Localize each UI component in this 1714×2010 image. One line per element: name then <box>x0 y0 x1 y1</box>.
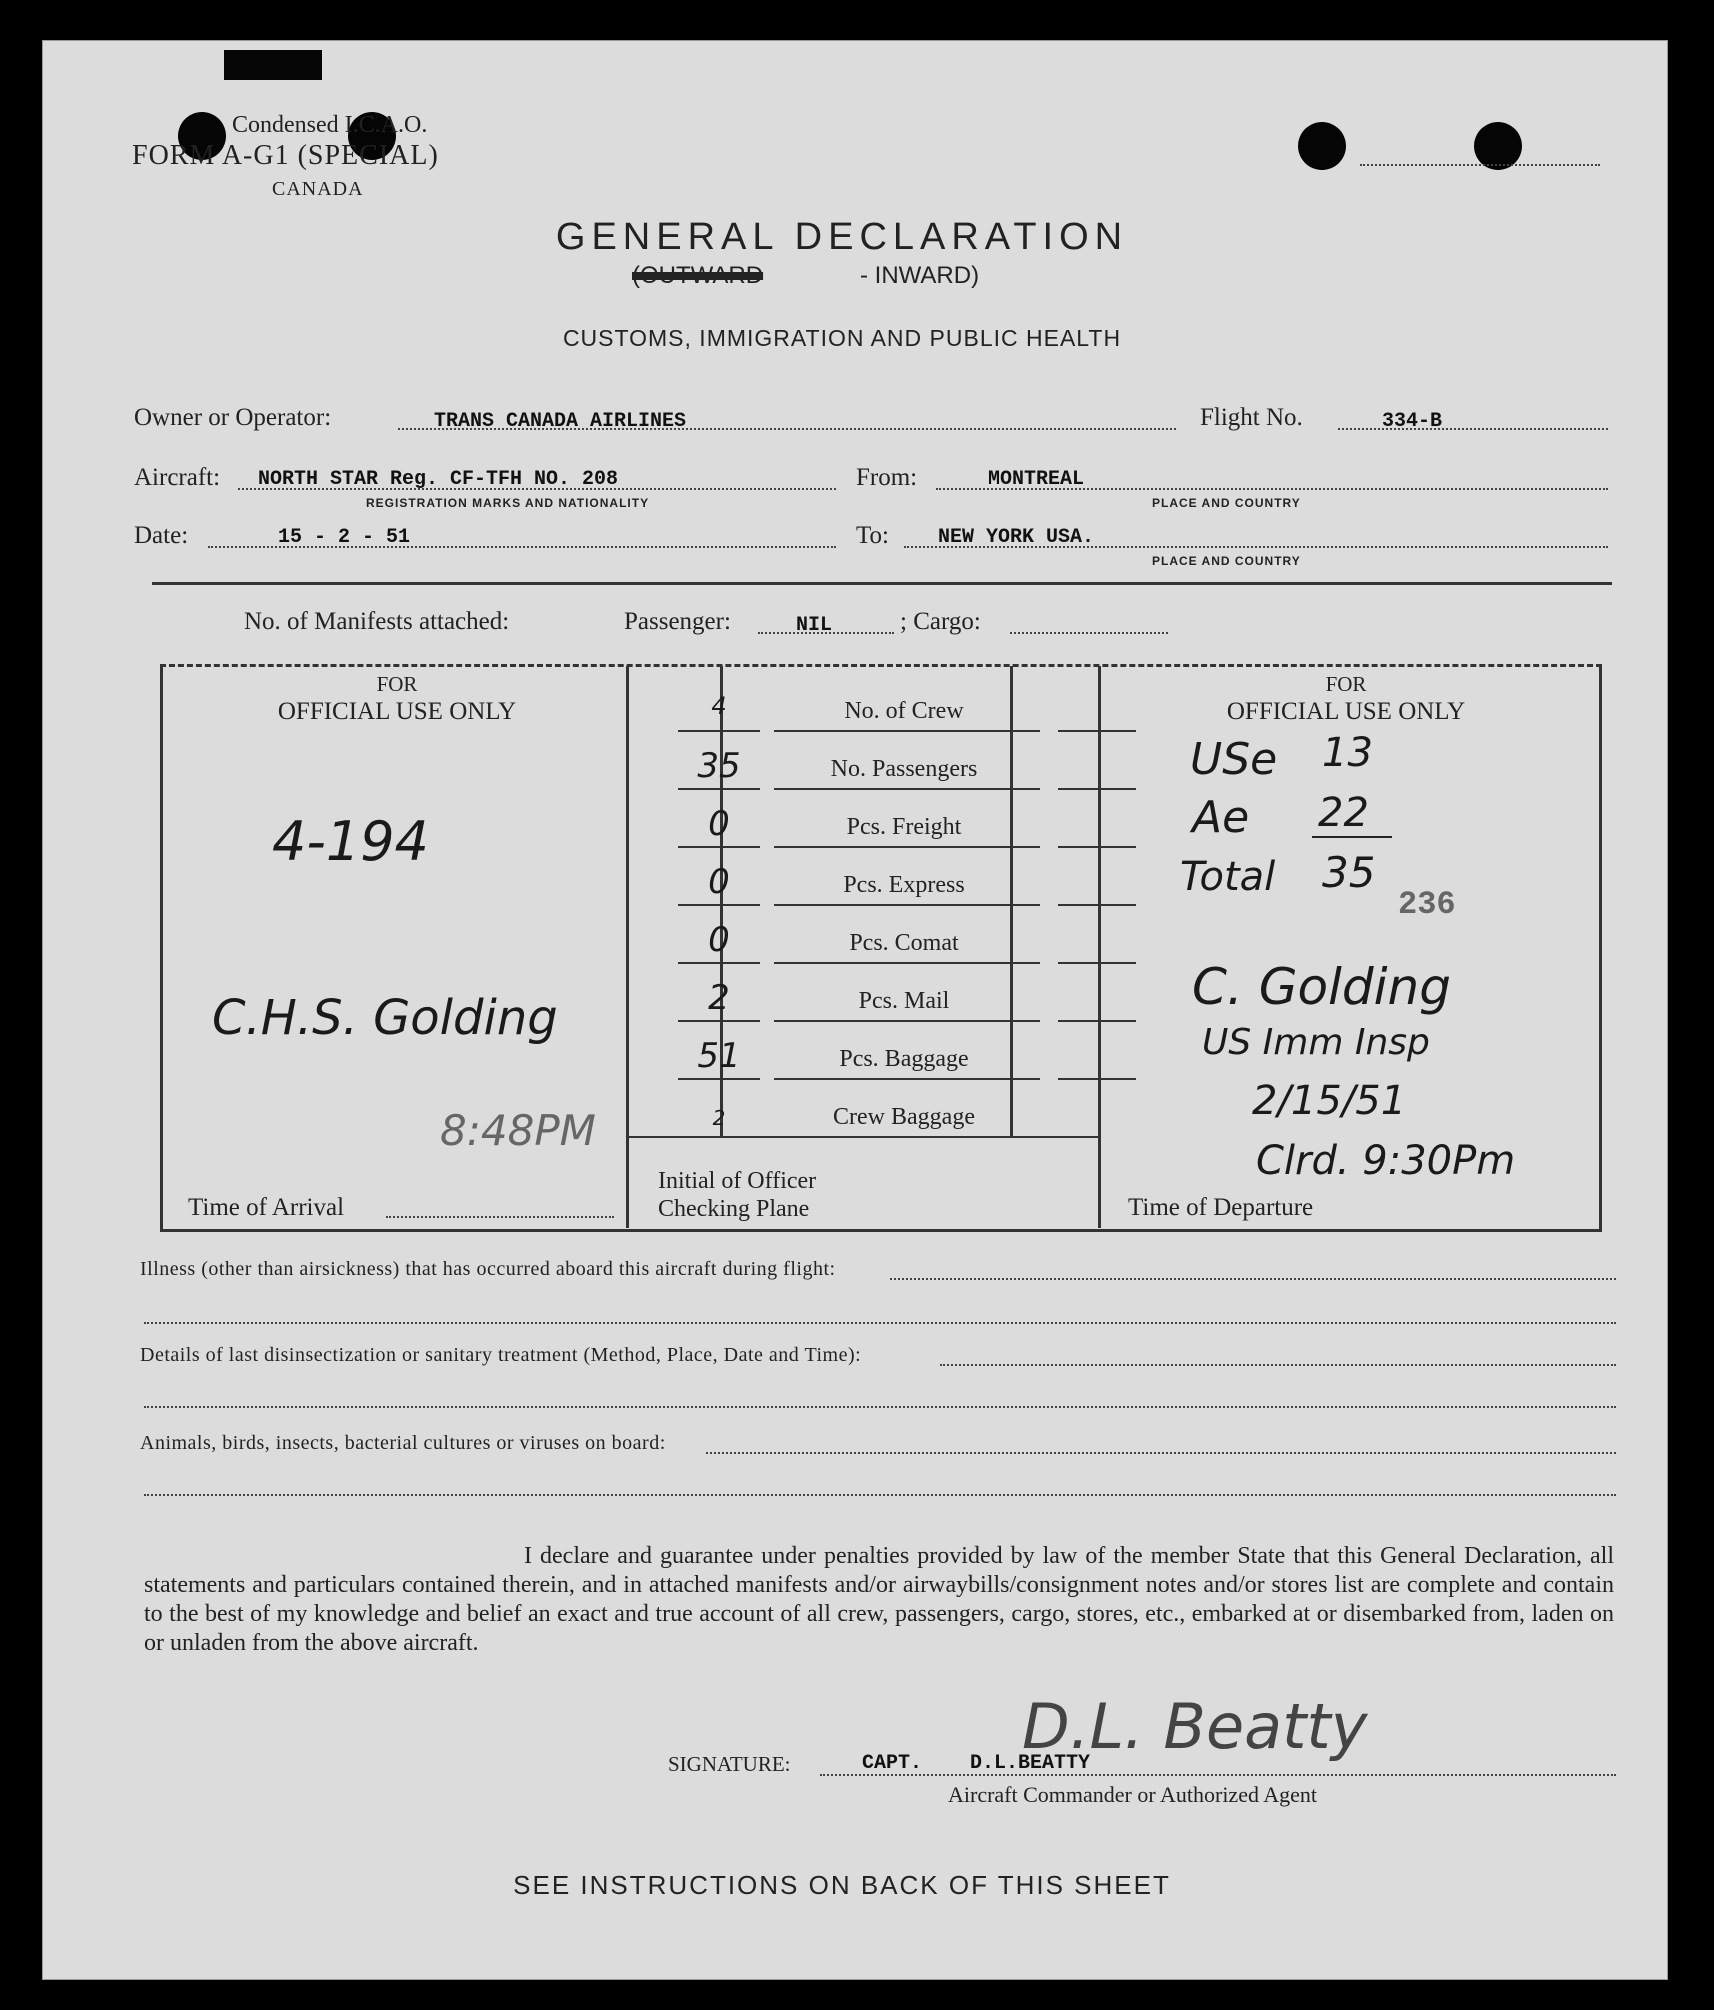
date-label: Date: <box>134 522 189 549</box>
stamp-number: 236 <box>1398 886 1456 923</box>
declaration-sheet <box>42 40 1668 1980</box>
arrival-label: Time of Arrival <box>188 1194 345 1221</box>
row-label: Pcs. Mail <box>858 988 950 1014</box>
handwritten-code: 4-194 <box>272 810 429 873</box>
row-value: 2 <box>708 978 730 1018</box>
ae-value: 22 <box>1318 790 1369 836</box>
aircraft-value: NORTH STAR Reg. CF-TFH NO. 208 <box>258 468 619 491</box>
illness-label: Illness (other than airsickness) that has occurred aboard this aircraft during flight: <box>140 1258 836 1280</box>
to-value: NEW YORK USA. <box>938 526 1095 549</box>
row-label: Pcs. Comat <box>849 930 959 956</box>
row-label: Crew Baggage <box>833 1104 975 1130</box>
owner-value: TRANS CANADA AIRLINES <box>434 410 687 433</box>
row-value: 2 <box>712 1106 726 1130</box>
passenger-value: NIL <box>796 614 833 637</box>
disinsectization-label: Details of last disinsectization or sanitary treatment (Method, Place, Date and Time): <box>140 1344 862 1366</box>
passenger-label: Passenger: <box>624 608 731 635</box>
ae-label: Ae <box>1192 792 1250 843</box>
use-value: 13 <box>1322 730 1373 776</box>
row-value: 4 <box>711 692 727 720</box>
manifests-label: No. of Manifests attached: <box>244 608 510 635</box>
punch-hole <box>1298 122 1346 170</box>
arrival-time: 8:48PM <box>440 1106 596 1155</box>
row-label: Pcs. Freight <box>846 814 962 840</box>
row-value: 0 <box>708 804 730 844</box>
date-value: 15 - 2 - 51 <box>278 526 411 549</box>
row-label: Pcs. Express <box>843 872 965 898</box>
inspection-date: 2/15/51 <box>1252 1078 1407 1124</box>
binder-tab <box>224 50 322 80</box>
owner-label: Owner or Operator: <box>134 404 332 431</box>
place-country-from: PLACE AND COUNTRY <box>1152 496 1301 510</box>
outward-struck: (OUTWARD <box>632 262 764 289</box>
footer-instructions: SEE INSTRUCTIONS ON BACK OF THIS SHEET <box>513 1870 1171 1900</box>
form-line1: Condensed I.C.A.O. <box>232 112 428 138</box>
to-label: To: <box>856 522 889 549</box>
clearance-time: Clrd. 9:30Pm <box>1256 1138 1516 1184</box>
aircraft-note: REGISTRATION MARKS AND NATIONALITY <box>366 496 650 510</box>
from-value: MONTREAL <box>988 468 1085 491</box>
form-line2: FORM A-G1 (SPECIAL) <box>132 140 439 171</box>
row-value: 35 <box>697 746 741 786</box>
row-label: No. Passengers <box>830 756 978 782</box>
aircraft-label: Aircraft: <box>134 464 221 491</box>
form-title: GENERAL DECLARATION <box>555 216 1129 258</box>
signature-role: Aircraft Commander or Authorized Agent <box>948 1782 1318 1807</box>
row-label: Pcs. Baggage <box>839 1046 969 1072</box>
initial-label-2: Checking Plane <box>658 1196 810 1222</box>
departure-label: Time of Departure <box>1128 1194 1314 1221</box>
total-value: 35 <box>1322 848 1376 897</box>
officer-signature-right: C. Golding <box>1192 958 1451 1016</box>
from-label: From: <box>856 464 918 491</box>
officer-signature-left: C.H.S. Golding <box>212 990 558 1046</box>
flight-value: 334-B <box>1382 410 1443 433</box>
total-label: Total <box>1180 854 1276 900</box>
inward-label: - INWARD) <box>860 262 980 289</box>
captain-signature: D.L. Beatty <box>1022 1690 1368 1763</box>
cargo-label: ; Cargo: <box>900 608 981 635</box>
signature-label: SIGNATURE: <box>668 1752 791 1776</box>
right-for: FOR <box>1325 672 1367 696</box>
declaration-text: I declare and guarantee under penalties provided by law of the member State that this General Declaration, all statements and particulars contained therein, and in attached manifests and/or airwaybills/consignment notes and/or stores list are complete and contain to the best of my knowledge and belief an exact and true account of all crew, passengers, cargo, stores, etc., embarked at or disembarked from, laden on or unladen from the above aircraft. <box>144 1543 1614 1656</box>
initial-label-1: Initial of Officer <box>658 1168 817 1194</box>
row-value: 0 <box>708 920 730 960</box>
punch-hole <box>1474 122 1522 170</box>
form-line3: CANADA <box>272 178 364 200</box>
left-for: FOR <box>376 672 418 696</box>
use-label: USe <box>1190 734 1278 785</box>
flight-label: Flight No. <box>1200 404 1303 431</box>
place-country-to: PLACE AND COUNTRY <box>1152 554 1301 568</box>
row-value: 0 <box>708 862 730 902</box>
animals-label: Animals, birds, insects, bacterial cultures or viruses on board: <box>140 1432 666 1454</box>
row-value: 51 <box>697 1036 741 1076</box>
inspector-title: US Imm Insp <box>1202 1022 1430 1063</box>
form-subtitle: CUSTOMS, IMMIGRATION AND PUBLIC HEALTH <box>562 325 1122 351</box>
left-official: OFFICIAL USE ONLY <box>277 698 517 725</box>
signature-typed: CAPT. D.L.BEATTY <box>862 1752 1091 1775</box>
right-official: OFFICIAL USE ONLY <box>1226 698 1466 725</box>
row-label: No. of Crew <box>844 698 964 724</box>
